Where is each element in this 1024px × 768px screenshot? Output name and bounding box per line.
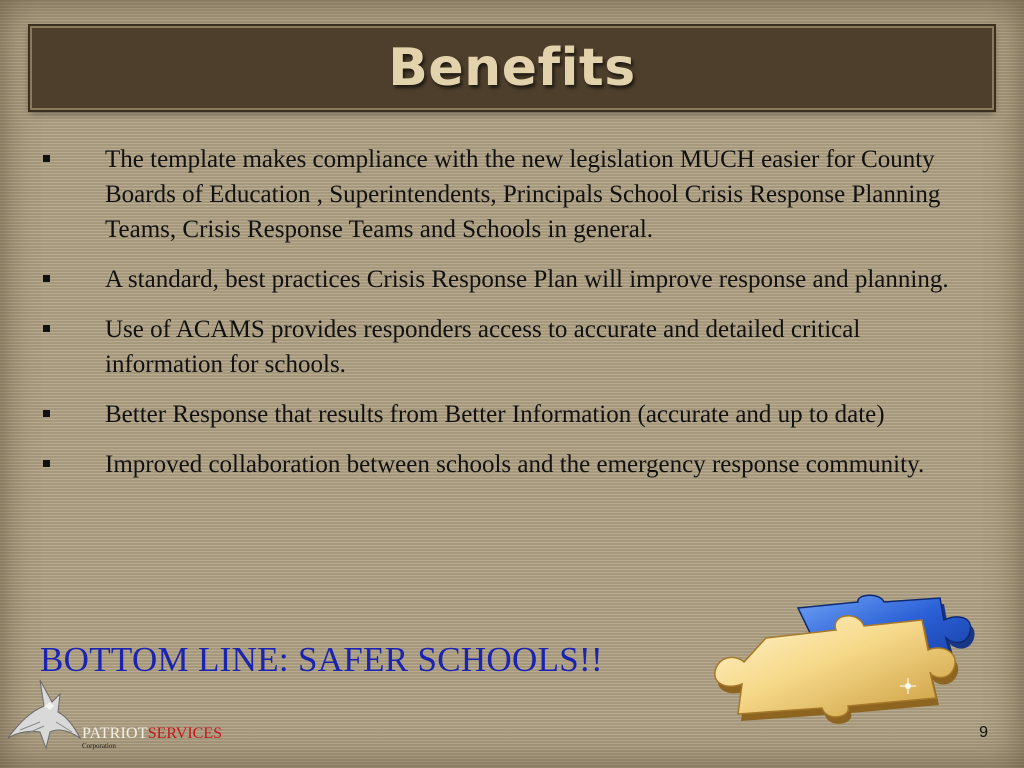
bullet-list [40,142,980,497]
slide-title: Benefits [388,38,636,98]
bottom-line-text: BOTTOM LINE: SAFER SCHOOLS!! [40,640,603,679]
bullet-item [40,262,980,297]
eagle-logo-icon [0,672,82,754]
bullet-text: Use of ACAMS provides responders access to accurate and detailed critical information for schools. [105,316,861,378]
bullet-item [40,142,980,247]
bullet-item [40,397,980,432]
puzzle-pieces-icon [708,594,1018,724]
bullet-item [40,312,980,382]
logo-name-patriot: PATRIOT [82,725,148,742]
title-bar [30,26,994,110]
bullet-square-icon [43,275,50,282]
bullet-text: A standard, best practices Crisis Response Plan will improve response and planning. [105,266,949,293]
bullet-item [40,447,980,482]
bullet-text: Better Response that results from Better Information (accurate and up to date) [105,401,885,428]
company-logo [0,672,250,754]
logo-name-services: SERVICES [147,725,223,742]
bullet-text: The template makes compliance with the new legislation MUCH easier for County Boards of Education , Superintendents, Principals School Crisis Response Planning Teams, Crisis Response Teams and Schools in general. [105,146,941,243]
logo-subtitle: Corporation [82,742,116,750]
page-number: 9 [979,724,988,741]
bullet-square-icon [43,155,50,162]
bullet-square-icon [43,325,50,332]
bullet-square-icon [43,460,50,467]
bullet-text: Improved collaboration between schools and the emergency response community. [105,451,925,478]
bullet-square-icon [43,410,50,417]
